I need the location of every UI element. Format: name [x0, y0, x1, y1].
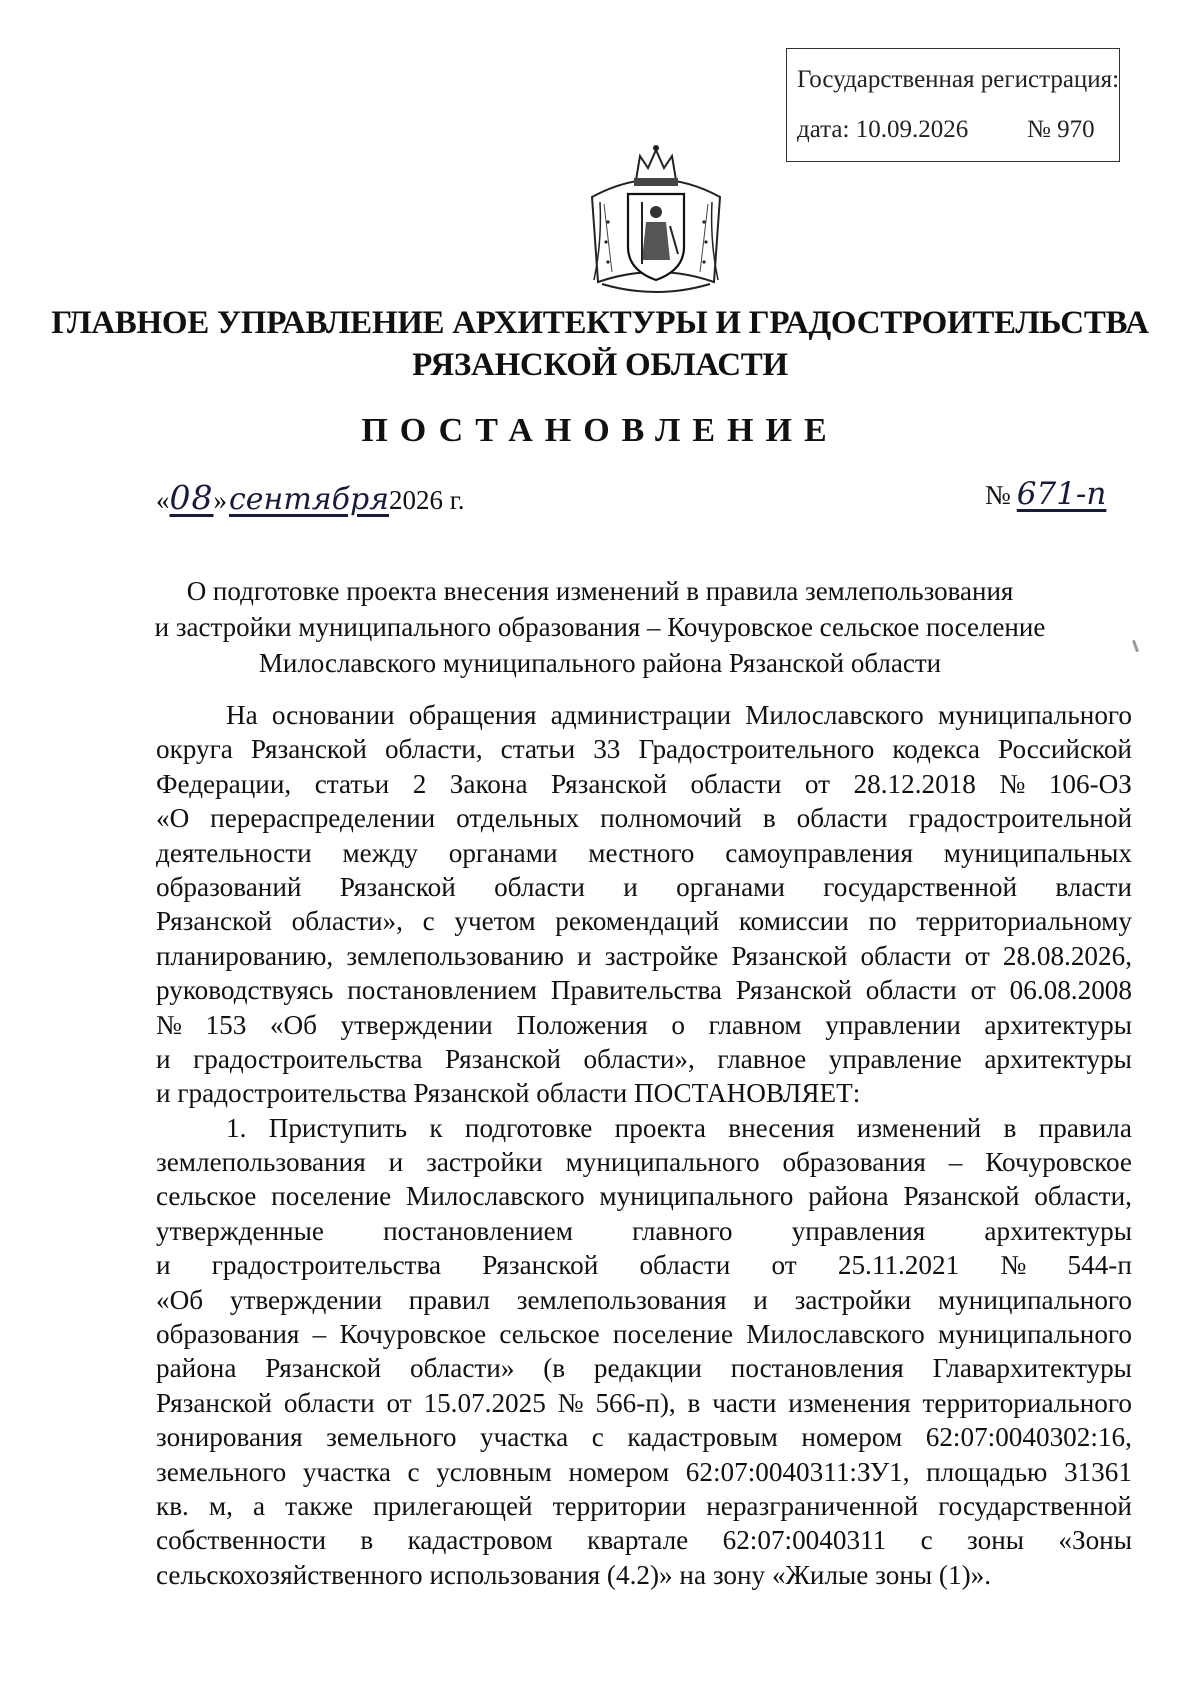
registration-stamp	[786, 48, 1120, 162]
body-line: Рязанской области от 15.07.2025 № 566-п), в части изменения территориального	[156, 1387, 1132, 1418]
date-open-quote: «	[156, 485, 170, 515]
document-body	[156, 698, 1132, 1592]
body-line: района Рязанской области» (в редакции постановления Главархитектуры	[156, 1353, 1132, 1384]
body-line: утвержденные постановлением главного управления архитектуры	[156, 1215, 1132, 1246]
number-value: 671-п	[1016, 476, 1107, 512]
body-line: кв. м, а также прилегающей территории неразграниченной государственной	[156, 1490, 1132, 1521]
registration-date: дата: 10.09.2026	[797, 116, 969, 143]
number-label: №	[985, 480, 1011, 510]
body-line: и градостроительства Рязанской области ПОСТАНОВЛЯЕТ:	[156, 1078, 861, 1109]
subject-line: Милославского муниципального района Рязанской области	[258, 648, 942, 678]
registration-title: Государственная регистрация:	[797, 66, 1120, 93]
subject-line: и застройки муниципального образования – Кочуровское сельское поселение	[154, 612, 1046, 642]
date-year: 2026 г.	[389, 485, 465, 515]
body-line: сельское поселение Милославского муниципального района Рязанской области,	[156, 1181, 1132, 1212]
document-type: ПОСТАНОВЛЕНИЕ	[361, 412, 839, 449]
body-line: На основании обращения администрации Милославского муниципального	[226, 700, 1132, 730]
date-close-quote: »	[213, 485, 227, 515]
body-line: 1. Приступить к подготовке проекта внесения изменений в правила	[226, 1112, 1132, 1143]
body-line: сельскохозяйственного использования (4.2)» на зону «Жилые зоны (1)».	[156, 1559, 992, 1590]
body-line: «Об утверждении правил землепользования и застройки муниципального	[156, 1284, 1132, 1315]
body-line: землепользования и застройки муниципального образования – Кочуровское	[156, 1147, 1132, 1178]
body-line: деятельности между органами местного самоуправления муниципальных	[156, 837, 1132, 868]
registration-number: № 970	[1027, 116, 1095, 143]
paragraph-preamble	[156, 698, 1132, 1111]
body-line: Федерации, статьи 2 Закона Рязанской области от 28.12.2018 № 106-ОЗ	[156, 768, 1132, 799]
body-line: «О перераспределении отдельных полномочий в области градостроительной	[156, 803, 1132, 834]
organization-title-line1: ГЛАВНОЕ УПРАВЛЕНИЕ АРХИТЕКТУРЫ И ГРАДОСТРОИТЕЛЬСТВА	[51, 305, 1149, 341]
body-line: зонирования земельного участка с кадастровым номером 62:07:0040302:16,	[156, 1422, 1132, 1453]
date-day: 08	[169, 478, 214, 517]
body-line: и градостроительства Рязанской области», главное управление архитектуры	[156, 1043, 1132, 1074]
body-line: руководствуясь постановлением Правительства Рязанской области от 06.08.2008	[156, 975, 1132, 1006]
body-line: планированию, землепользованию и застройке Рязанской области от 28.08.2026,	[156, 940, 1132, 971]
paragraph-item-1	[156, 1111, 1132, 1592]
body-line: округа Рязанской области, статьи 33 Градостроительного кодекса Российской	[156, 734, 1132, 765]
body-line: земельного участка с условным номером 62:07:0040311:ЗУ1, площадью 31361	[156, 1456, 1132, 1487]
subject-line: О подготовке проекта внесения изменений в правила землепользования	[186, 576, 1014, 606]
organization-title-line2: РЯЗАНСКОЙ ОБЛАСТИ	[412, 347, 788, 383]
organization-title	[0, 302, 1200, 386]
body-line: № 153 «Об утверждении Положения о главном управлении архитектуры	[156, 1009, 1132, 1040]
ryazan-coat-of-arms-icon	[582, 142, 730, 297]
body-line: и градостроительства Рязанской области от 25.11.2021 № 544-п	[156, 1250, 1132, 1281]
body-line: собственности в кадастровом квартале 62:07:0040311 с зоны «Зоны	[156, 1525, 1132, 1556]
body-line: образования – Кочуровское сельское поселение Милославского муниципального	[156, 1319, 1132, 1350]
document-date	[156, 478, 465, 517]
document-subject	[150, 573, 1050, 681]
date-month: сентября	[229, 482, 390, 517]
document-number	[985, 476, 1137, 512]
body-line: образований Рязанской области и органами государственной власти	[156, 871, 1132, 902]
body-line: Рязанской области», с учетом рекомендаций комиссии по территориальному	[156, 906, 1132, 937]
scan-speck	[1132, 640, 1139, 652]
